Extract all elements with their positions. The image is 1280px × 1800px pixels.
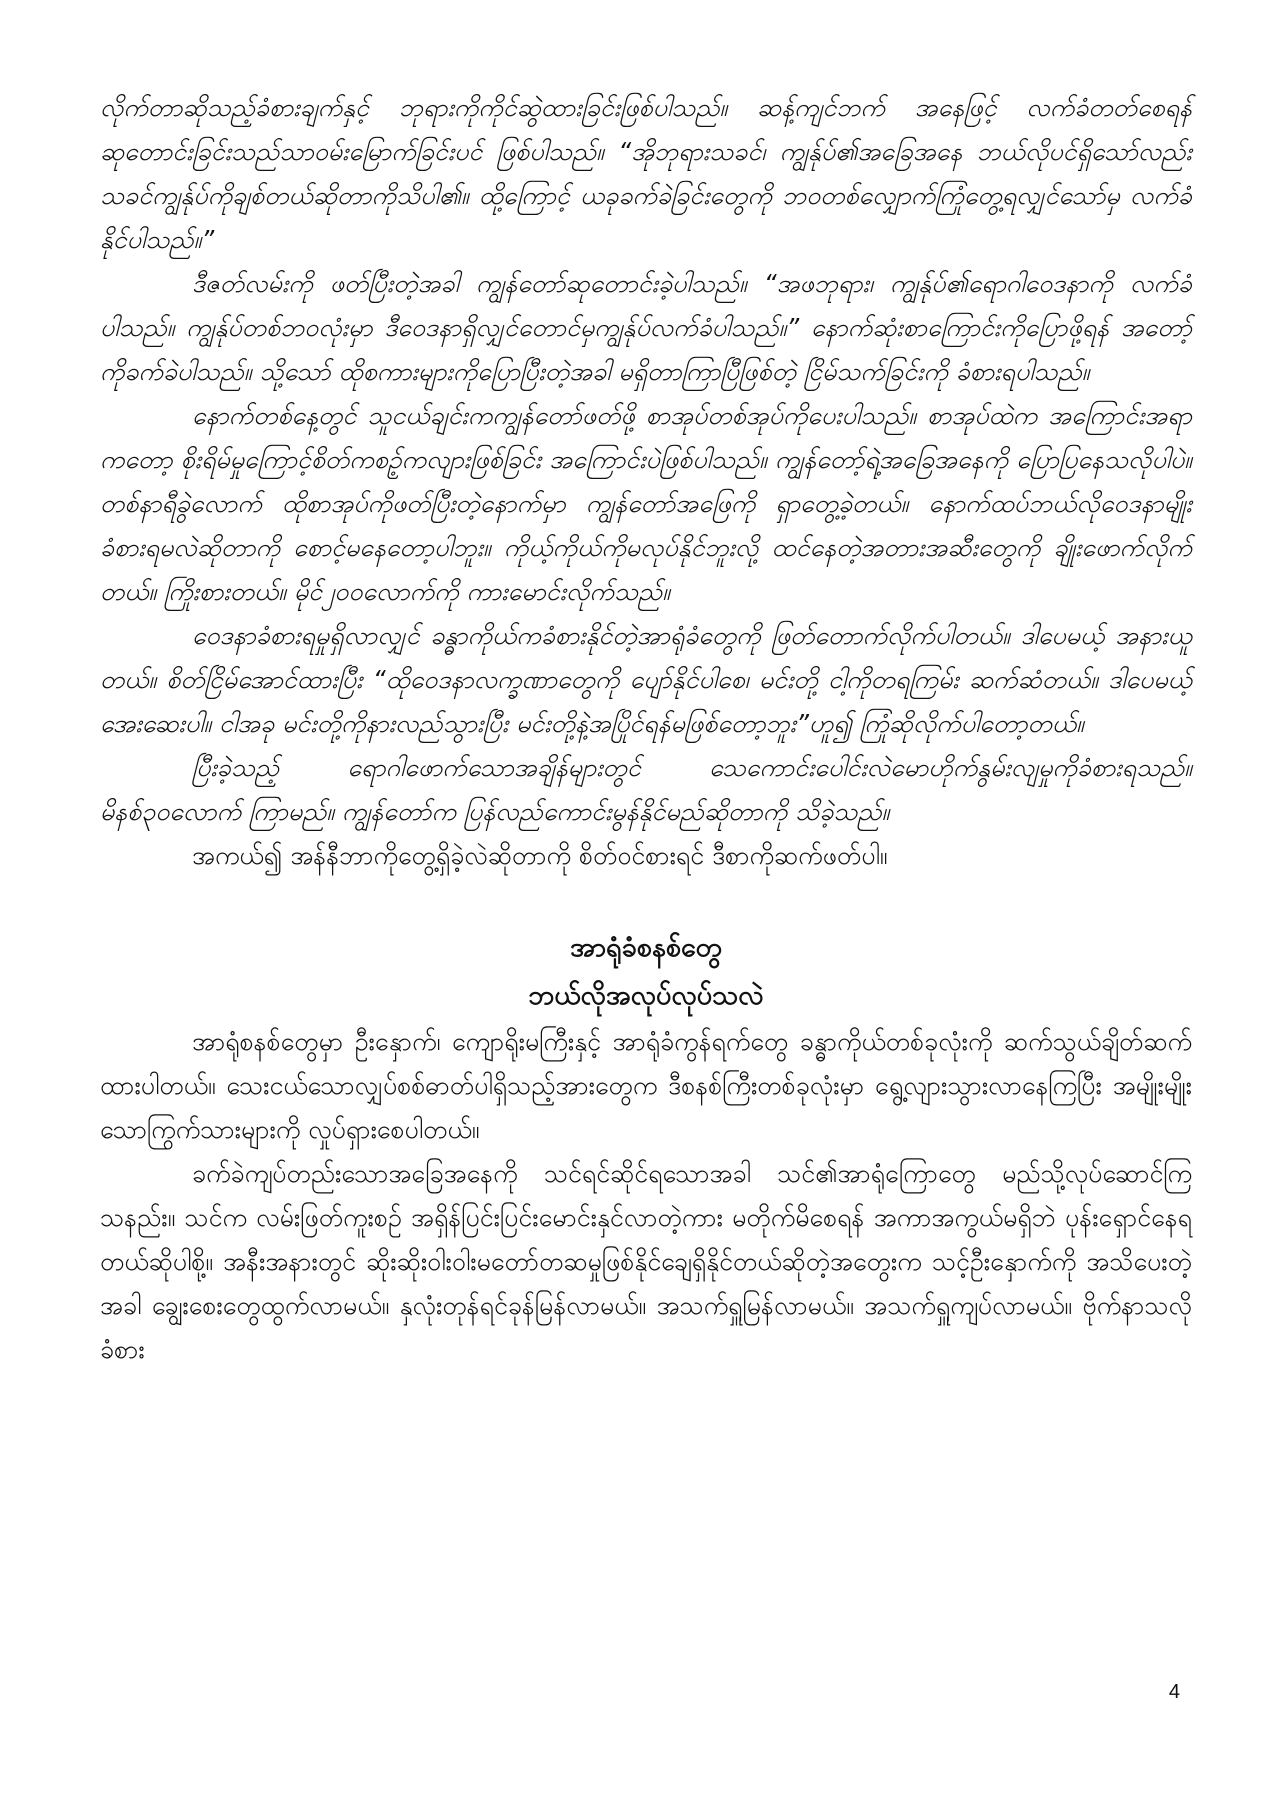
italic-paragraph: ဝေဒနာခံစားရမှုရှိလာလျှင် ခန္ဓာကိုယ်ကခံစားနိုင်တဲ့အာရုံခံတွေကို ဖြတ်တောက်လိုက်ပါတယ်။ ဒါပေမယ့် အနားယူတယ်။ စိတ်ငြိမ်အောင်ထားပြီး “ထိုဝေဒနာလက္ခဏာတွေကို ပျော်နိုင်ပါစေ၊ မင်းတို့ ငါ့ကိုတရကြမ်း ဆက်ဆံတယ်။ ဒါပေမယ့် အေးဆေးပါ။ ငါအခု မင်းတို့ကိုနားလည်သွားပြီး မင်းတို့နဲ့အပြိုင်ရန်မဖြစ်တော့ဘူး”ဟူ၍ ကြုံဆိုလိုက်ပါတော့တယ်။ [100, 621, 1192, 738]
page-number: 4 [1168, 1681, 1180, 1703]
italic-paragraph: ဒီဇတ်လမ်းကို ဖတ်ပြီးတဲ့အခါ ကျွန်တော်ဆုတောင်းခဲ့ပါသည်။ “အဖဘုရား၊ ကျွန်ုပ်၏ရောဂါဝေဒနာကို လက်ခံပါသည်။ ကျွန်ုပ်တစ်ဘဝလုံးမှာ ဒီဝေဒနာရှိလျှင်တောင်မှကျွန်ုပ်လက်ခံပါသည်။” နောက်ဆုံးစာကြောင်းကိုပြောဖို့ရန် အတော့်ကိုခက်ခဲပါသည်။ သို့သော် ထိုစကားများကိုပြောပြီးတဲ့အခါ မရှိတာကြာပြီဖြစ်တဲ့ ငြိမ်သက်ခြင်းကို ခံစားရပါသည်။ [100, 269, 1192, 386]
bridge-sentence: အကယ်၍ အန်နီဘာကိုတွေ့ရှိခဲ့လဲဆိုတာကို စိတ်ဝင်စားရင် ဒီစာကိုဆက်ဖတ်ပါ။ [192, 841, 888, 870]
body-paragraph: အာရုံစနစ်တွေမှာ ဦးနှောက်၊ ကျောရိုးမကြီးနှင့် အာရုံခံကွန်ရက်တွေ ခန္ဓာကိုယ်တစ်ခုလုံးကို ဆက်သွယ်ချိတ်ဆက်ထားပါတယ်။ သေးငယ်သောလျှပ်စစ်ဓာတ်ပါရှိသည့်အားတွေက ဒီစနစ်ကြီးတစ်ခုလုံးမှာ ရွေ့လျားသွားလာနေကြပြီး အမျိုးမျိုးသောကြွက်သားများကို လှုပ်ရှားစေပါတယ်။ [100, 1027, 1192, 1144]
body-paragraph: ခက်ခဲကျပ်တည်းသောအခြေအနေကို သင်ရင်ဆိုင်ရသောအခါ သင်၏အာရုံကြောတွေ မည်သို့လုပ်ဆောင်ကြသနည်း။ သင်က လမ်းဖြတ်ကူးစဉ် အရှိန်ပြင်းပြင်းမောင်းနှင်လာတဲ့ကား မတိုက်မိစေရန် အကာအကွယ်မရှိဘဲ ပုန်းရှောင်နေရတယ်ဆိုပါစို့။ အနီးအနားတွင် ဆိုးဆိုးဝါးဝါးမတော်တဆမှုဖြစ်နိုင်ချေရှိနိုင်တယ်ဆိုတဲ့အတွေးက သင့်ဦးနှောက်ကို အသိပေးတဲ့အခါ ချွေးစေးတွေထွက်လာမယ်။ နှလုံးတုန်ရင်ခုန်မြန်လာမယ်။ အသက်ရှူမြန်လာမယ်။ အသက်ရှူကျပ်လာမယ်။ ဗိုက်နာသလို ခံစား [100, 1159, 1192, 1364]
italic-paragraph: လိုက်တာဆိုသည့်ခံစားချက်နှင့် ဘုရားကိုကိုင်ဆွဲထားခြင်းဖြစ်ပါသည်။ ဆန့်ကျင်ဘက် အနေဖြင့် လက်ခံတတ်စေရန် ဆုတောင်းခြင်းသည်သာဝမ်းမြောက်ခြင်းပင် ဖြစ်ပါသည်။ “အိုဘုရားသခင်၊ ကျွန်ုပ်၏အခြေအနေ ဘယ်လိုပင်ရှိသော်လည်း သခင်ကျွန်ုပ်ကိုချစ်တယ်ဆိုတာကိုသိပါ၏။ ထို့ကြောင့် ယခုခက်ခဲခြင်းတွေကို ဘဝတစ်လျှောက်ကြုံတွေ့ရလျှင်သော်မှ လက်ခံနိုင်ပါသည်။” [100, 93, 1192, 254]
section-gap [100, 878, 1192, 924]
italic-section [100, 86, 1192, 834]
italic-paragraph: ပြီးခဲ့သည့် ရောဂါဖောက်သောအချိန်များတွင် သေကောင်းပေါင်းလဲမောဟိုက်နွမ်းလျမှုကိုခံစားရသည်။ မိနစ်၃၀လောက် ကြာမည်။ ကျွန်တော်က ပြန်လည်ကောင်းမွန်နိုင်မည်ဆိုတာကို သိခဲ့သည်။ [100, 753, 1192, 826]
section-heading-line-2: ဘယ်လိုအလုပ်လုပ်သလဲ [528, 980, 764, 1011]
section-heading-line-1: အာရုံခံစနစ်တွေ [570, 932, 722, 963]
italic-paragraph: နောက်တစ်နေ့တွင် သူငယ်ချင်းကကျွန်တော်ဖတ်ဖို့ စာအုပ်တစ်အုပ်ကိုပေးပါသည်။ စာအုပ်ထဲက အကြောင်းအရာကတော့ စိုးရိမ်မှုကြောင့်စိတ်ကစဉ့်ကလျားဖြစ်ခြင်း အကြောင်းပဲဖြစ်ပါသည်။ ကျွန်တော့်ရဲ့အခြေအနေကို ပြောပြနေသလိုပါပဲ။ တစ်နာရီခွဲလောက် ထိုစာအုပ်ကိုဖတ်ပြီးတဲ့နောက်မှာ ကျွန်တော်အဖြေကို ရှာတွေ့ခဲ့တယ်။ နောက်ထပ်ဘယ်လိုဝေဒနာမျိုး ခံစားရမလဲဆိုတာကို စောင့်မနေတော့ပါဘူး။ ကိုယ့်ကိုယ်ကိုမလုပ်နိုင်ဘူးလို့ ထင်နေတဲ့အတားအဆီးတွေကို ချိုးဖောက်လိုက်တယ်။ ကြိုးစားတယ်။ မိုင်၂၀၀လောက်ကို ကားမောင်းလိုက်သည်။ [100, 401, 1192, 606]
